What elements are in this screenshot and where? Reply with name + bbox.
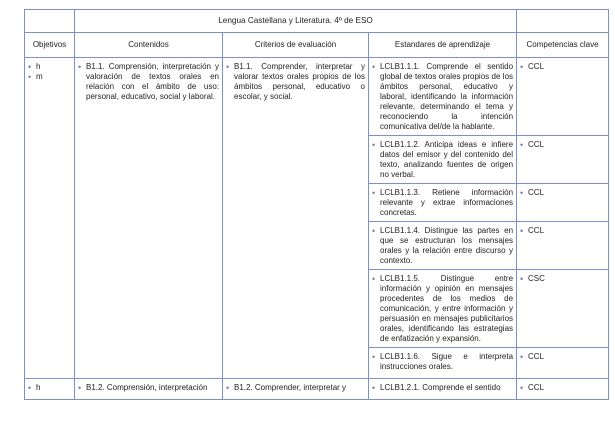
- header-estandares: Estandares de aprendizaje: [369, 33, 517, 58]
- competencia-text: • CCL: [520, 226, 605, 236]
- contenido-text: • B1.2. Comprensión, interpretación: [78, 383, 219, 393]
- competencia-text: • CSC: [520, 274, 605, 284]
- competencia-cell: [517, 379, 609, 400]
- objetivos-cell: [25, 58, 75, 379]
- table-row: [25, 379, 609, 400]
- criterio-text: • B1.2. Comprender, interpretar y: [226, 383, 365, 393]
- table-title: Lengua Castellana y Literatura. 4º de ESO: [75, 10, 517, 33]
- competencia-cell: [517, 58, 609, 136]
- competencia-cell: [517, 348, 609, 379]
- competencia-text: • CCL: [520, 352, 605, 362]
- column-header-row: [25, 33, 609, 58]
- header-competencias: Competencias clave: [517, 33, 609, 58]
- competencia-cell: [517, 136, 609, 184]
- competencia-text: • CCL: [520, 188, 605, 198]
- competencia-cell: [517, 270, 609, 348]
- estandar-cell: [369, 379, 517, 400]
- estandar-cell: [369, 136, 517, 184]
- estandar-cell: [369, 270, 517, 348]
- objetivo-item: • h: [28, 62, 71, 72]
- empty-title-cell: [517, 10, 609, 33]
- estandar-cell: [369, 58, 517, 136]
- criterio-cell: [223, 58, 369, 379]
- objetivo-item: • h: [28, 383, 71, 393]
- curriculum-table: [24, 9, 609, 400]
- competencia-text: • CCL: [520, 140, 605, 150]
- criterio-text: • B1.1. Comprender, interpretar y valorar textos orales propios de los ámbitos personal, educativo o escolar, y social.: [226, 62, 365, 102]
- estandar-text: • LCLB1.1.1. Comprende el sentido global de textos orales propios de los ámbitos personal, educativo y laboral, identificando la información relevante, determinando el tema y reconociendo la intención comunicativa del/de la hablante.: [372, 62, 513, 132]
- contenido-text: • B1.1. Comprensión, interpretación y valoración de textos orales en relación con el ámbito de uso: personal, educativo, social y laboral.: [78, 62, 219, 102]
- contenido-cell: [75, 379, 223, 400]
- estandar-cell: [369, 222, 517, 270]
- table-row: [25, 58, 609, 136]
- estandar-cell: [369, 184, 517, 222]
- estandar-text: • LCLB1.1.2. Anticipa ideas e infiere datos del emisor y del contenido del texto, analizando fuentes de origen no verbal.: [372, 140, 513, 180]
- competencia-cell: [517, 222, 609, 270]
- header-objetivos: Objetivos: [25, 33, 75, 58]
- criterio-cell: [223, 379, 369, 400]
- table-title-row: [25, 10, 609, 33]
- contenido-cell: [75, 58, 223, 379]
- objetivo-item: • m: [28, 72, 71, 82]
- header-criterios: Criterios de evaluación: [223, 33, 369, 58]
- estandar-text: • LCLB1.1.3. Retiene información relevante y extrae informaciones concretas.: [372, 188, 513, 218]
- estandar-text: • LCLB1.1.5. Distingue entre información y opinión en mensajes procedentes de los medios de comunicación, y entre información y persuasión en mensajes publicitarios orales, identificando las estrategias de enfatización y expansión.: [372, 274, 513, 344]
- competencia-text: • CCL: [520, 62, 605, 72]
- competencia-text: • CCL: [520, 383, 605, 393]
- header-contenidos: Contenidos: [75, 33, 223, 58]
- estandar-text: • LCLB1.1.6. Sigue e interpreta instrucciones orales.: [372, 352, 513, 372]
- estandar-cell: [369, 348, 517, 379]
- competencia-cell: [517, 184, 609, 222]
- empty-corner-cell: [25, 10, 75, 33]
- estandar-text: • LCLB1.1.4. Distingue las partes en que se estructuran los mensajes orales y la relación entre discurso y contexto.: [372, 226, 513, 266]
- objetivos-cell: [25, 379, 75, 400]
- estandar-text: • LCLB1.2.1. Comprende el sentido: [372, 383, 513, 393]
